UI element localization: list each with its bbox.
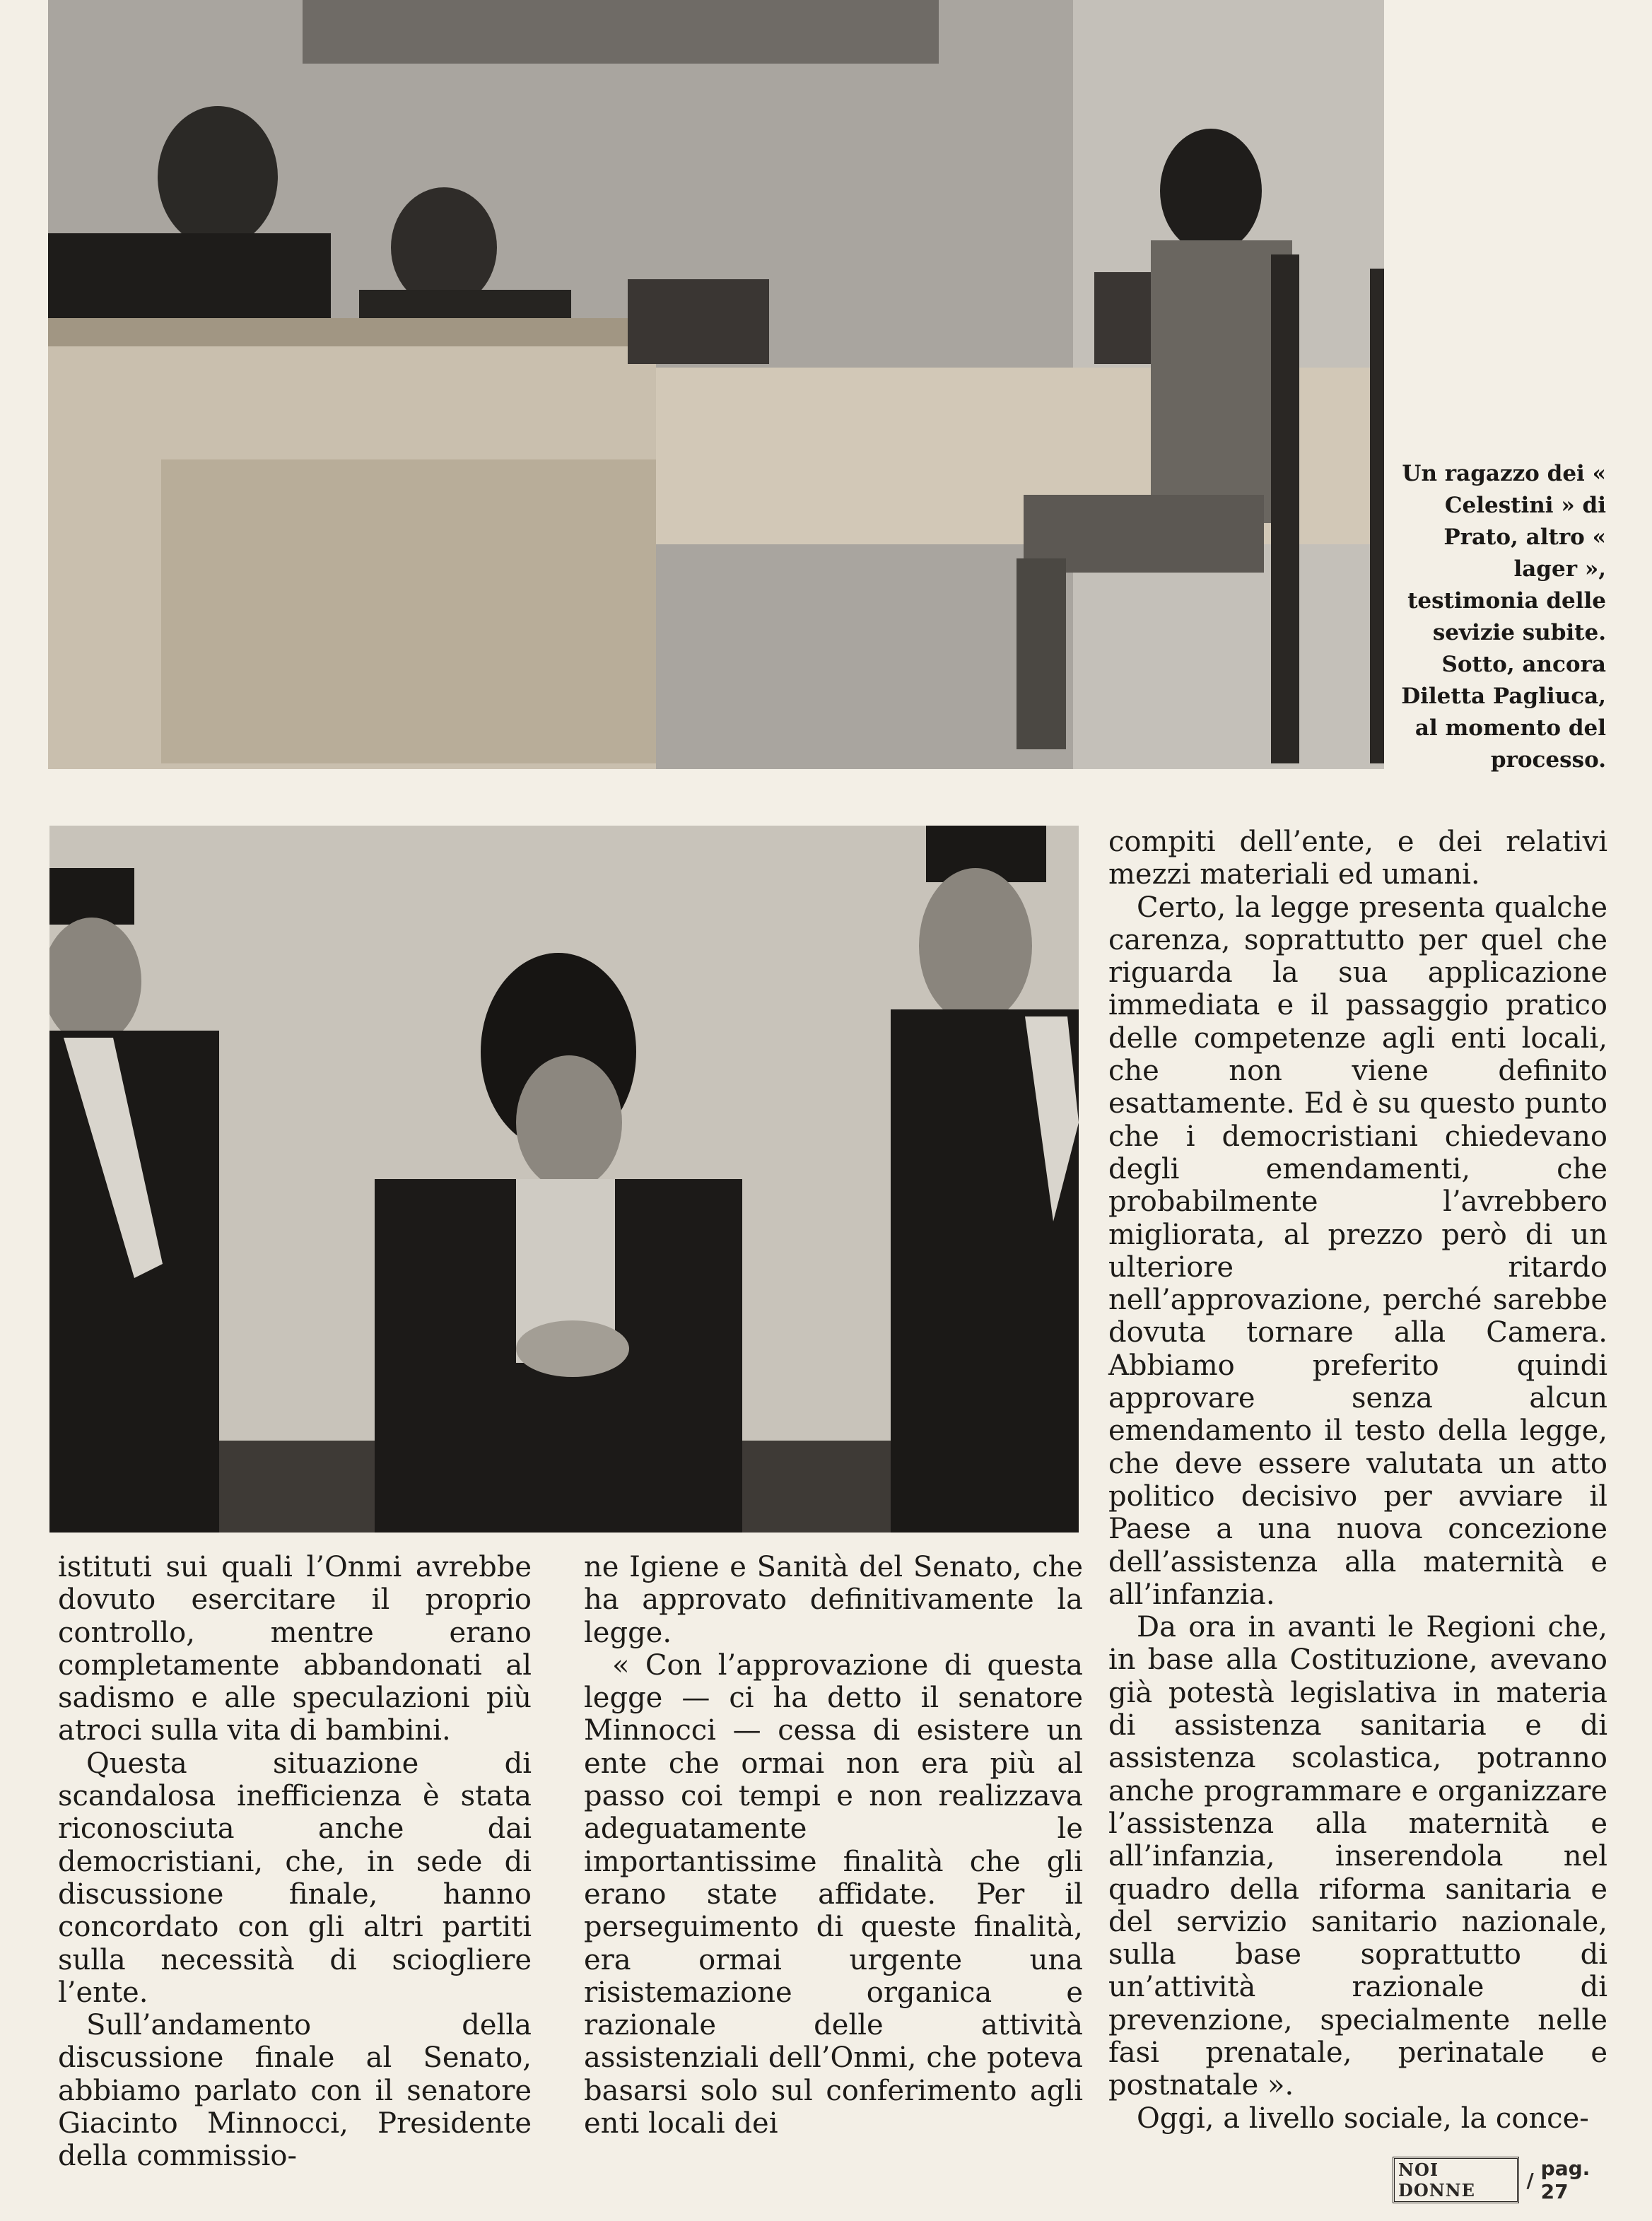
col1-paragraph-1: istituti sui quali l’Onmi avrebbe dovuto esercitare il proprio controllo, mentre erano completamente abbandonati al sadismo e alle speculazioni più atroci sulla vita di bambini. bbox=[58, 1551, 532, 1747]
page-footer bbox=[1393, 2157, 1619, 2203]
magazine-logo: NOI DONNE bbox=[1393, 2157, 1519, 2203]
footer-separator: / bbox=[1526, 2168, 1534, 2192]
col3-paragraph-1: compiti dell’ente, e dei relativi mezzi materiali ed umani. bbox=[1108, 826, 1607, 891]
text-column-2 bbox=[584, 1551, 1083, 2140]
pagliuca-illustration bbox=[49, 826, 1079, 1533]
col1-paragraph-2: Questa situazione di scandalosa inefficienza è stata riconosciuta anche dai democristiani, che, in sede di discussione finale, hanno concordato con gli altri partiti sulla necessità di sciogliere l’ente. bbox=[58, 1747, 532, 2009]
photo-caption: Un ragazzo dei « Celestini » di Prato, altro « lager », testimonia delle sevizie subite. Sotto, ancora Diletta Pagliuca, al momento del processo. bbox=[1401, 461, 1606, 773]
photo-courtroom bbox=[48, 0, 1384, 769]
text-column-3 bbox=[1108, 826, 1607, 2135]
page-number: pag. 27 bbox=[1540, 2157, 1591, 2203]
col3-paragraph-3: Da ora in avanti le Regioni che, in base alla Costituzione, avevano già potestà legislativa in materia di assistenza sanitaria e di assistenza scolastica, potranno anche programmare e organizzare l’assistenza alla maternità e all’infanzia, inserendola nel quadro della riforma sanitaria e del servizio sanitario nazionale, sulla base soprattutto di un’attività razionale di prevenzione, specialmente nelle fasi prenatale, perinatale e postnatale ». bbox=[1108, 1611, 1607, 2102]
text-column-1 bbox=[58, 1551, 532, 2173]
photo-pagliuca bbox=[49, 826, 1079, 1533]
col2-paragraph-2: « Con l’approvazione di questa legge — ci ha detto il senatore Minnocci — cessa di esistere un ente che ormai non era più al passo coi tempi e non realizzava adeguatamente le importantissime finalità che gli erano state affidate. Per il perseguimento di queste finalità, era ormai urgente una risistemazione organica e razionale delle attività assistenziali dell’Onmi, che poteva basarsi solo sul conferimento agli enti locali dei bbox=[584, 1648, 1083, 2140]
col3-paragraph-4: Oggi, a livello sociale, la conce- bbox=[1137, 2102, 1589, 2135]
courtroom-illustration bbox=[48, 0, 1384, 769]
col1-paragraph-3: Sull’andamento della discussione finale al Senato, abbiamo parlato con il senatore Giacinto Minnocci, Presidente della commissio- bbox=[58, 2009, 532, 2173]
col3-paragraph-2: Certo, la legge presenta qualche carenza, soprattutto per quel che riguarda la sua applicazione immediata e il passaggio pratico delle competenze agli enti locali, che non viene definito esattamente. Ed è su questo punto che i democristiani chiedevano degli emendamenti, che probabilmente l’avrebbero migliorata, al prezzo però di un ulteriore ritardo nell’approvazione, perché sarebbe dovuta tornare alla Camera. Abbiamo preferito quindi approvare senza alcun emendamento il testo della legge, che deve essere valutata un atto politico decisivo per avviare il Paese a una nuova concezione dell’assistenza alla maternità e all’infanzia. bbox=[1108, 891, 1607, 1611]
col2-paragraph-1: ne Igiene e Sanità del Senato, che ha approvato definitivamente la legge. bbox=[584, 1551, 1083, 1649]
